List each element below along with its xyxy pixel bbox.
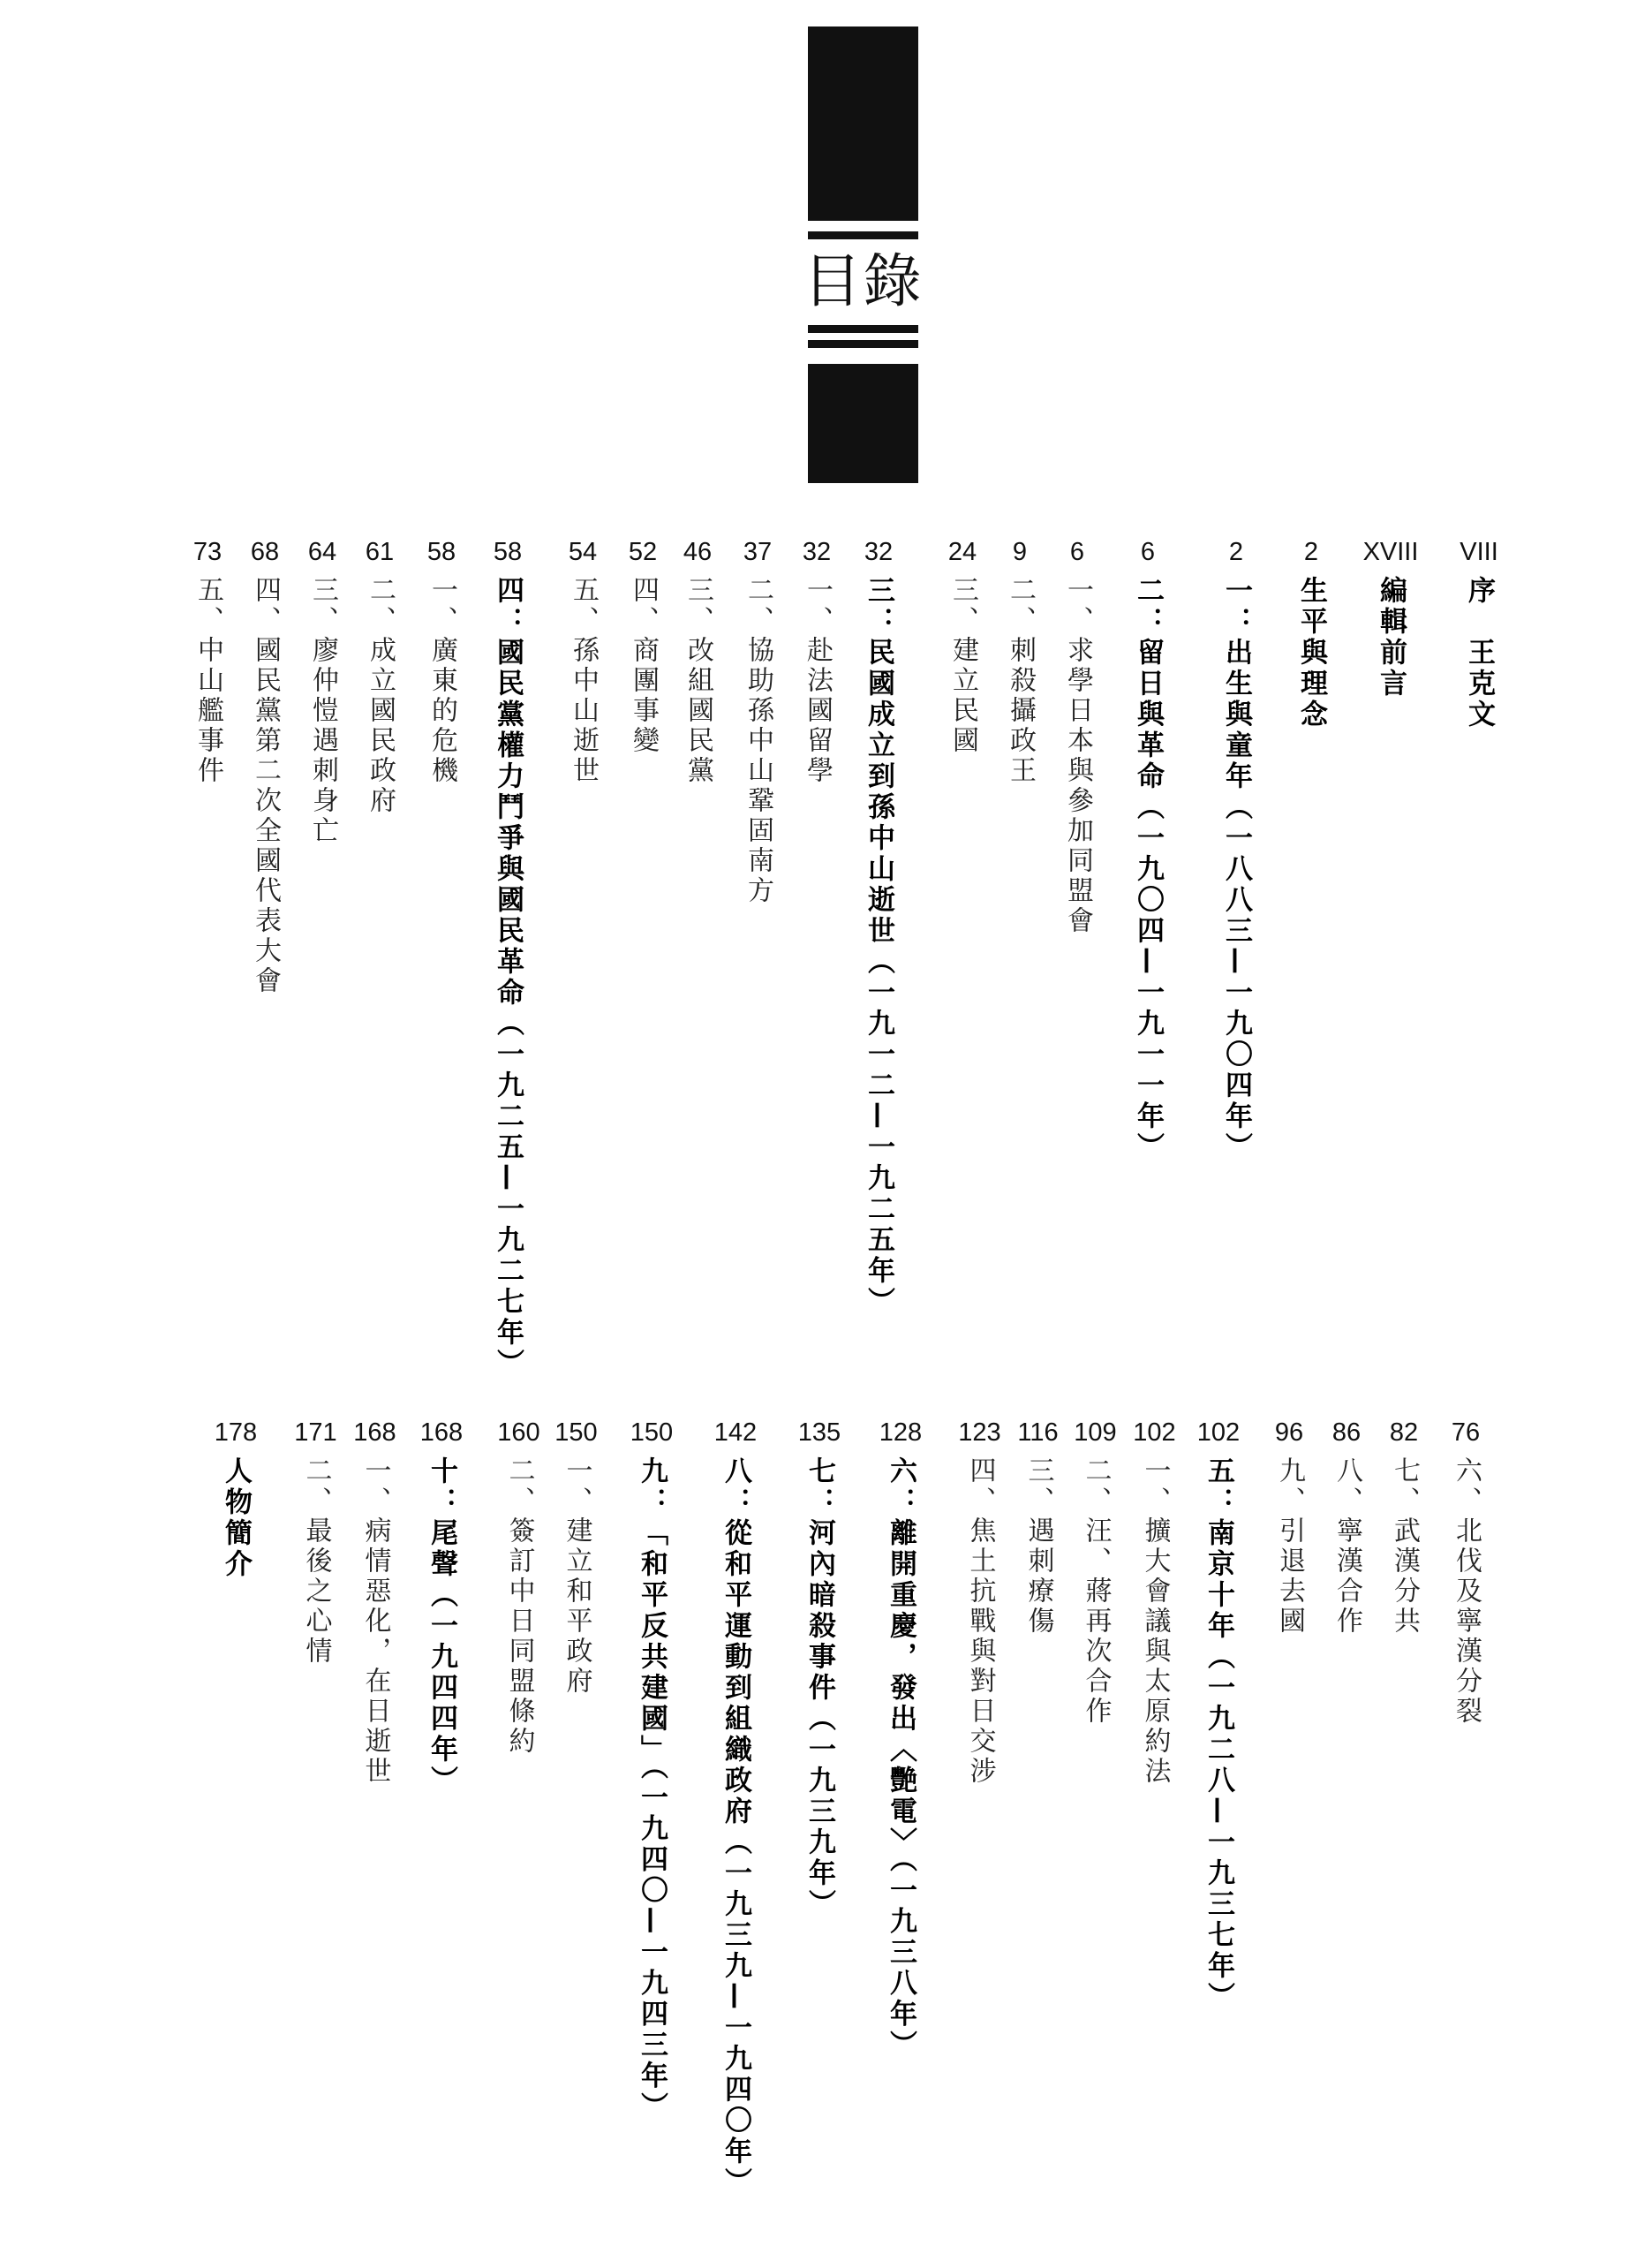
banner-stripe <box>808 210 918 218</box>
page-number: 73 <box>192 538 223 566</box>
toc-entry[interactable] <box>415 537 468 786</box>
page-number: 96 <box>1274 1418 1304 1447</box>
toc-entry[interactable] <box>181 537 234 786</box>
toc-entry[interactable] <box>731 537 784 906</box>
entry-title: 四、國民黨第二次全國代表大會 <box>250 576 281 996</box>
toc-entry[interactable] <box>616 537 669 756</box>
toc-entry[interactable] <box>287 1418 344 1667</box>
toc-entry[interactable] <box>1435 1418 1497 1727</box>
toc-entry[interactable] <box>788 1418 850 1920</box>
entry-title: 編輯前言 <box>1375 576 1407 699</box>
toc-entry[interactable] <box>1263 1418 1316 1637</box>
page-number: 142 <box>713 1418 758 1447</box>
toc-entry[interactable] <box>1355 537 1426 699</box>
toc-entry[interactable] <box>621 1418 683 2123</box>
toc-entry[interactable] <box>1320 1418 1373 1637</box>
page-number: 168 <box>353 1418 396 1447</box>
page-number: 160 <box>497 1418 540 1447</box>
toc-entry[interactable] <box>705 1418 766 2198</box>
page-number: 6 <box>1069 538 1085 566</box>
entry-title: 五：南京十年（一九二八—一九三七年） <box>1203 1456 1234 2013</box>
toc-entry[interactable] <box>490 1418 547 1757</box>
toc-entry[interactable] <box>1126 1418 1183 1787</box>
toc-entry[interactable] <box>951 1418 1008 1787</box>
banner-stripe <box>808 340 918 348</box>
entry-title: 二、簽訂中日同盟條約 <box>503 1456 535 1757</box>
entry-title: 三、遇刺療傷 <box>1022 1456 1054 1637</box>
page-number: 61 <box>365 538 395 566</box>
toc-entry[interactable] <box>1051 537 1104 936</box>
page-number: VIII <box>1460 538 1498 566</box>
toc-entry[interactable] <box>556 537 609 786</box>
toc-entry[interactable] <box>671 537 724 786</box>
page-number: 2 <box>1228 538 1244 566</box>
entry-title: 一、廣東的危機 <box>426 576 457 786</box>
banner-stripe <box>808 325 918 333</box>
entry-title: 生平與理念 <box>1295 576 1327 730</box>
banner-stripe <box>808 231 918 239</box>
banner-block-bottom <box>808 364 918 483</box>
entry-title: 一、擴大會議與太原約法 <box>1139 1456 1171 1787</box>
toc-entry[interactable] <box>1067 1418 1124 1727</box>
entry-title: 六：離開重慶，發出〈艷電〉（一九三八年） <box>885 1456 917 2061</box>
page-number: 52 <box>628 538 658 566</box>
page-number: 9 <box>1012 538 1028 566</box>
page-number: XVIII <box>1362 538 1419 566</box>
toc-entry[interactable] <box>993 537 1046 786</box>
toc-entry[interactable] <box>205 1418 267 1580</box>
entry-title: 一、求學日本與參加同盟會 <box>1062 576 1093 936</box>
entry-title: 五、中山艦事件 <box>192 576 223 786</box>
toc-entry[interactable] <box>296 537 349 846</box>
entry-title: 三、改組國民黨 <box>683 576 713 786</box>
toc-entry[interactable] <box>346 1418 404 1787</box>
toc-entry[interactable] <box>936 537 989 756</box>
toc-entry[interactable] <box>790 537 843 786</box>
page-number: 135 <box>797 1418 841 1447</box>
entry-title: 七：河內暗殺事件（一九三九年） <box>803 1456 835 1920</box>
page-number: 86 <box>1331 1418 1362 1447</box>
entry-title: 三、廖仲愷遇刺身亡 <box>307 576 338 846</box>
page-number: 76 <box>1451 1418 1481 1447</box>
page-title: 目錄 <box>803 247 924 315</box>
page-number: 102 <box>1133 1418 1176 1447</box>
page-number: 178 <box>214 1418 258 1447</box>
page-number: 123 <box>958 1418 1001 1447</box>
page-number: 128 <box>879 1418 923 1447</box>
entry-title: 四：國民黨權力鬥爭與國民革命（一九二五—一九二七年） <box>492 576 524 1380</box>
page-number: 58 <box>493 538 523 566</box>
toc-entry[interactable] <box>870 1418 932 2061</box>
page-number: 102 <box>1196 1418 1241 1447</box>
entry-title: 七、武漢分共 <box>1389 1456 1420 1637</box>
toc-entry[interactable] <box>1210 537 1263 1163</box>
entry-title: 四、商團事變 <box>628 576 659 756</box>
entry-title: 一、病情惡化，在日逝世 <box>359 1456 391 1787</box>
entry-title: 二、刺殺攝政王 <box>1005 576 1036 786</box>
toc-entry[interactable] <box>353 537 406 816</box>
toc-entry[interactable] <box>1448 537 1510 730</box>
page-number: 32 <box>802 538 832 566</box>
page-number: 171 <box>294 1418 337 1447</box>
entry-title: 九：「和平反共建國」（一九四〇—一九四三年） <box>636 1456 668 2123</box>
entry-title: 二、成立國民政府 <box>365 576 396 816</box>
page-number: 150 <box>554 1418 598 1447</box>
entry-title: 人物簡介 <box>220 1456 252 1580</box>
page-number: 32 <box>864 538 894 566</box>
page-number: 82 <box>1389 1418 1419 1447</box>
page-number: 6 <box>1140 538 1156 566</box>
entry-title: 二、汪、蔣再次合作 <box>1080 1456 1112 1727</box>
page-number: 168 <box>419 1418 464 1447</box>
banner-block-top <box>808 26 918 221</box>
toc-entry[interactable] <box>852 537 905 1318</box>
entry-title: 序 王克文 <box>1463 576 1495 730</box>
page-number: 2 <box>1303 538 1319 566</box>
toc-entry[interactable] <box>1121 537 1174 1163</box>
entry-title: 一、建立和平政府 <box>561 1456 592 1697</box>
page-number: 68 <box>250 538 280 566</box>
entry-title: 五、孫中山逝世 <box>568 576 599 786</box>
page-number: 46 <box>683 538 713 566</box>
toc-entry[interactable] <box>481 537 534 1380</box>
entry-title: 三：民國成立到孫中山逝世（一九一二—一九二五年） <box>863 576 894 1318</box>
toc-entry[interactable] <box>1285 537 1338 730</box>
page-number: 58 <box>426 538 456 566</box>
entry-title: 三、建立民國 <box>947 576 978 756</box>
toc-entry[interactable] <box>1377 1418 1430 1637</box>
page-number: 109 <box>1074 1418 1117 1447</box>
page-number: 37 <box>743 538 773 566</box>
entry-title: 八、寧漢合作 <box>1331 1456 1362 1637</box>
page-number: 54 <box>568 538 598 566</box>
toc-entry[interactable] <box>547 1418 605 1697</box>
entry-title: 二、最後之心情 <box>300 1456 332 1667</box>
entry-title: 十：尾聲（一九四四年） <box>426 1456 457 1796</box>
toc-entry[interactable] <box>238 537 291 996</box>
page-number: 150 <box>630 1418 674 1447</box>
page-number: 116 <box>1017 1418 1059 1447</box>
entry-title: 四、焦土抗戰與對日交涉 <box>964 1456 996 1787</box>
entry-title: 二：留日與革命（一九〇四—一九一一年） <box>1132 576 1164 1163</box>
toc-entry[interactable] <box>1188 1418 1249 2013</box>
toc-entry[interactable] <box>411 1418 472 1796</box>
page-number: 64 <box>307 538 337 566</box>
entry-title: 九、引退去國 <box>1274 1456 1305 1637</box>
page-number: 24 <box>947 538 977 566</box>
entry-title: 二、協助孫中山鞏固南方 <box>743 576 773 906</box>
entry-title: 八：從和平運動到組織政府（一九三九—一九四〇年） <box>720 1456 751 2198</box>
entry-title: 一：出生與童年（一八八三—一九〇四年） <box>1220 576 1252 1163</box>
entry-title: 六、北伐及寧漢分裂 <box>1451 1456 1482 1727</box>
toc-entry[interactable] <box>1009 1418 1067 1637</box>
entry-title: 一、赴法國留學 <box>802 576 833 786</box>
